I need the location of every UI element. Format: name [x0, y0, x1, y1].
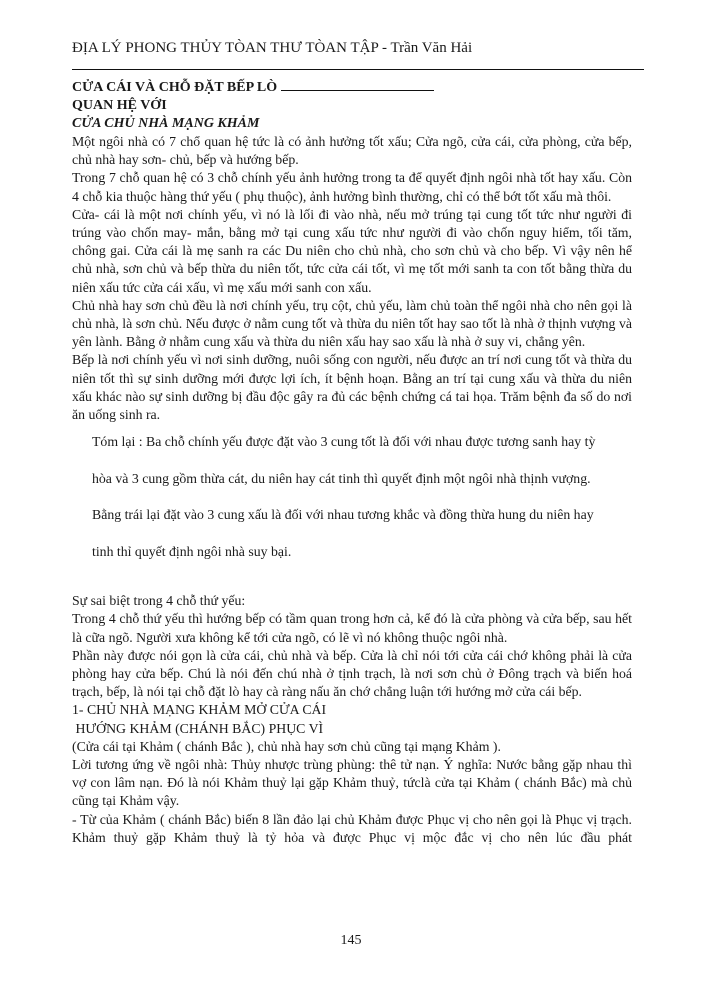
paragraph: (Cửa cái tại Khảm ( chánh Bắc ), chủ nhà hay sơn chủ cũng tại mạng Khảm ).	[72, 738, 501, 754]
paragraph: Một ngôi nhà có 7 chổ quan hệ tức là có ảnh hưởng tốt xấu; Cửa ngõ, cửa cái, cửa phòng, cửa bếp, chủ nhà hay sơn- chủ, bếp và hướng bếp.	[72, 134, 632, 168]
subsection-title-line-1: 1- CHỦ NHÀ MẠNG KHẢM MỞ CỬA CÁI	[72, 702, 327, 718]
summary-block	[72, 424, 632, 570]
paragraph: Bếp là nơi chính yếu vì nơi sinh dưỡng, nuôi sống con người, nếu được an trí nơi cung tốt và thừa du niên tốt thì sự sinh dưỡng mới được lợi ích, ít bệnh hoạn. Bằng an trí tại cung xấu và thừa du niên xấu khác nào sự sinh dưỡng bị đầu độc gây ra đủ các bệnh chứng cá tai họa. Trăm bệnh đa số do nơi ăn uống sinh ra.	[72, 352, 632, 423]
summary-line: tinh thỉ quyết định ngôi nhà suy bại.	[92, 543, 292, 559]
paragraph: Chủ nhà hay sơn chủ đều là nơi chính yếu, trụ cột, chủ yếu, làm chủ toàn thể ngôi nhà cho nên gọi là chủ nhà, là sơn chủ. Nếu được ở nằm cung tốt và thừa du niên tốt hay sao tốt là nhà ở thịnh vượng và yên lành. Bằng ở nhằm cung xấu và thừa du niên xấu hay sao xấu là nhà ở suy vi, chẳng yên.	[72, 297, 632, 350]
running-header: ĐỊA LÝ PHONG THỦY TÒAN THƯ TÒAN TẬP - Trần Văn Hải	[72, 40, 473, 56]
summary-line: Bằng trái lại đặt vào 3 cung xấu là đối với nhau tương khắc và đồng thừa hung du niên hay	[92, 507, 594, 523]
page-number: 145	[340, 933, 362, 948]
subsection-title-line-2: HƯỚNG KHẢM (CHÁNH BẮC) PHỤC VÌ	[72, 720, 324, 736]
summary-line: hòa và 3 cung gồm thừa cát, du niên hay cát tinh thì quyết định một ngôi nhà thịnh vượng.	[92, 470, 591, 486]
header-divider	[72, 69, 644, 70]
paragraph: Phần này được nói gọn là cửa cái, chủ nhà và bếp. Cửa là chỉ nói tới cửa cái chớ không phải là cửa phòng hay cửa bếp. Chú là nói đến chú nhà ở tịnh trạch, là nơi sơn chủ ở Đông trạch và biến hoá trạch, bếp, là nói tại chỗ đặt lò hay cà ràng nấu ăn chớ chẳng luận tới hướng mở cửa cái bếp.	[72, 647, 632, 700]
paragraph: Trong 4 chỗ thứ yếu thì hướng bếp có tầm quan trong hơn cả, kể đó là cửa phòng và cửa bếp, sau hết là cữa ngõ. Người xưa không kể tới cửa ngõ, có lẽ vì nó không thuộc ngôi nhà.	[72, 611, 632, 645]
section-title-line-2: QUAN HỆ VỚI	[72, 98, 167, 113]
paragraph: Lời tương ứng về ngôi nhà: Thủy nhược trùng phùng: thê tử nạn. Ý nghĩa: Nước bằng gặp nhau thì vợ con lâm nạn. Đó là nói Khảm thuỷ lại gặp Khảm thuỷ, tứclà cửa tại Khảm ( chánh Bắc) mà chủ cũng tại Khảm vậy.	[72, 757, 632, 809]
section-title-line-1: CỬA CÁI VÀ CHỖ ĐẶT BẾP LÒ	[72, 80, 278, 95]
summary-line: Tóm lại : Ba chỗ chính yếu được đặt vào 3 cung tốt là đối với nhau được tương sanh hay tỳ	[92, 434, 596, 450]
paragraph: - Từ của Khảm ( chánh Bắc) biến 8 lần đảo lại chủ Khảm được Phục vị cho nên gọi là Phục vị trạch. Khảm thuỷ gặp Khảm thuỷ là tỷ hỏa và được Phục vị mộc đắc vị cho nên lúc đầu phát	[72, 811, 632, 845]
spacer	[72, 570, 632, 592]
section-title	[72, 78, 632, 97]
paragraph: Trong 7 chỗ quan hệ có 3 chỗ chính yếu ảnh hưởng trong ta để quyết định ngôi nhà tốt hay xấu. Còn 4 chỗ kia thuộc hàng thứ yếu ( phụ thuộc), ảnh hưởng bình thường, chỉ có thể bớt tốt xấu mà thôi.	[72, 170, 632, 204]
title-underline	[281, 78, 434, 91]
paragraph: Sự sai biệt trong 4 chỗ thứ yếu:	[72, 593, 246, 609]
paragraph: Cửa- cái là một nơi chính yếu, vì nó là lối đi vào nhà, nếu mở trúng tại cung tốt tức như người đi trúng vào chốn may- mắn, bằng mở tại cung xấu tức như người đi vào chốn nguy hiểm, tối tăm, chông gai. Cửa cái là mẹ sanh ra các Du niên cho chủ nhà, cho sơn chủ và cho bếp. Vì vậy nên hể chủ nhà, sơn chủ và bếp thừa du niên tốt, tức cửa cái tốt, vì mẹ tốt mới sanh ta con tốt bằng thừa du niên xấu tức cửa cái xấu, vì mẹ xấu mới sanh con xấu.	[72, 206, 632, 295]
page-body	[72, 78, 632, 847]
section-subtitle: CỬA CHỦ NHÀ MẠNG KHẢM	[72, 116, 260, 131]
